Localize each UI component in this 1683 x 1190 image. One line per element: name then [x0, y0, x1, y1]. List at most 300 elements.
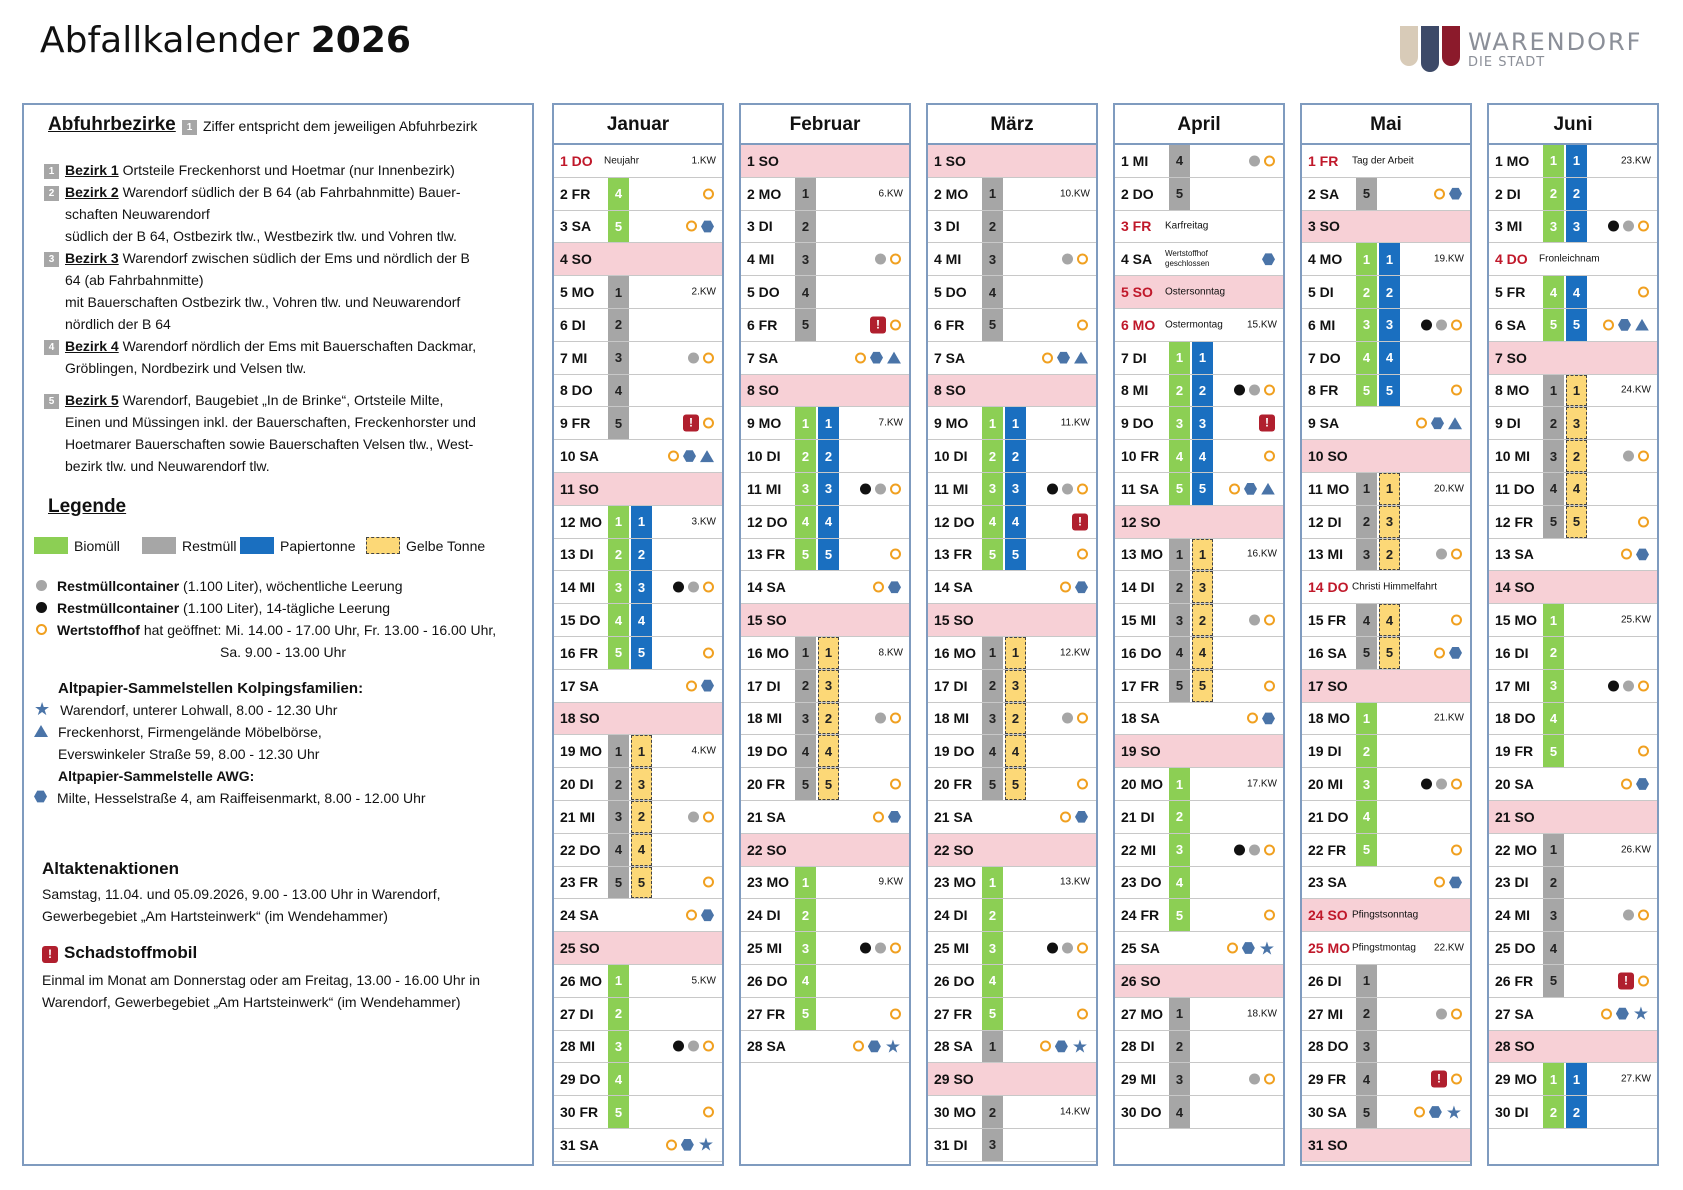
day-label: 7 DI — [1121, 349, 1147, 366]
gelbe-tonne-cell: 5 — [631, 867, 652, 899]
biomuell-cell: 3 — [795, 932, 816, 964]
restmuell-cell: 1 — [982, 178, 1003, 210]
day-label: 11 SA — [1121, 480, 1160, 497]
pickup-symbols — [703, 877, 714, 888]
day-label: 29 DO — [560, 1071, 601, 1088]
day-label: 8 SO — [747, 382, 779, 399]
triangle-icon — [1261, 483, 1275, 495]
day-label: 18 MO — [1308, 710, 1351, 727]
day-label: 28 SA — [934, 1038, 973, 1055]
day-row — [1115, 735, 1283, 768]
grey-dot-icon — [1623, 451, 1634, 462]
restmuell-cell: 5 — [1356, 178, 1377, 210]
calendar-week: 22.KW — [1433, 942, 1464, 954]
bin-color-swatch — [142, 537, 176, 554]
pickup-symbols — [1227, 938, 1275, 959]
biomuell-cell: 4 — [1543, 276, 1564, 308]
restmuell-cell: 3 — [1169, 604, 1190, 636]
biomuell-cell: 5 — [795, 539, 816, 571]
bin-legend-item — [240, 537, 356, 554]
papier-cell: 3 — [1566, 211, 1587, 243]
day-label: 19 FR — [1495, 743, 1534, 760]
biomuell-cell: 5 — [608, 1096, 629, 1128]
symbol-legend-item — [36, 575, 403, 598]
day-row — [1489, 145, 1657, 178]
orange-ring-icon — [36, 624, 47, 635]
day-row — [1302, 998, 1470, 1031]
day-row — [1115, 473, 1283, 506]
papier-cell: 4 — [818, 506, 839, 538]
day-row — [1489, 604, 1657, 637]
restmuell-cell: 4 — [795, 276, 816, 308]
biomuell-cell: 4 — [1543, 703, 1564, 735]
hexagon-icon — [701, 220, 714, 233]
day-label: 15 DO — [560, 612, 601, 629]
day-label: 29 FR — [1308, 1071, 1347, 1088]
day-row — [928, 735, 1096, 768]
triangle-icon — [34, 725, 48, 737]
grey-dot-icon — [1436, 549, 1447, 560]
district-number-icon: 1 — [182, 120, 197, 135]
day-label: 27 FR — [934, 1005, 973, 1022]
month-name: Juni — [1489, 105, 1657, 145]
day-label: 7 DO — [1308, 349, 1341, 366]
pickup-symbols — [673, 1041, 714, 1052]
restmuell-cell: 3 — [795, 703, 816, 735]
restmuell-cell: 5 — [1356, 637, 1377, 669]
day-row — [928, 703, 1096, 736]
black-dot-icon — [1047, 943, 1058, 954]
day-row — [1115, 637, 1283, 670]
restmuell-cell: 1 — [1356, 473, 1377, 505]
day-row — [554, 670, 722, 703]
day-row — [928, 407, 1096, 440]
day-row — [928, 899, 1096, 932]
day-label: 9 MO — [747, 415, 782, 432]
day-label: 28 SO — [1495, 1038, 1535, 1055]
day-row — [1302, 867, 1470, 900]
hexagon-icon — [1449, 876, 1462, 889]
restmuell-cell: 1 — [608, 276, 629, 308]
pickup-symbols — [1603, 318, 1649, 331]
day-label: 3 DI — [934, 218, 960, 235]
calendar-week: 4.KW — [691, 745, 716, 757]
exclamation-icon: ! — [1072, 513, 1088, 530]
pickup-symbols — [1047, 943, 1088, 954]
day-label: 12 MO — [560, 513, 603, 530]
day-row — [928, 1129, 1096, 1162]
schadstoff-heading — [42, 941, 197, 965]
biomuell-cell: 1 — [1543, 1063, 1564, 1095]
day-label: 13 SA — [1495, 546, 1534, 563]
star-icon: ★ — [1258, 938, 1275, 959]
gelbe-tonne-cell: 4 — [1566, 473, 1587, 505]
schadstoff-text: Warendorf, Gewerbegebiet „Am Hartsteinwerk“ (im Wendehammer) — [42, 994, 461, 1010]
biomuell-cell: 5 — [1169, 899, 1190, 931]
day-row — [741, 211, 909, 244]
day-label: 20 FR — [934, 776, 973, 793]
bin-color-swatch — [366, 537, 400, 554]
gelbe-tonne-cell: 5 — [1566, 506, 1587, 538]
day-label: 15 SO — [747, 612, 787, 629]
bin-label: Restmüll — [182, 538, 237, 554]
day-label: 7 SA — [934, 349, 966, 366]
day-row — [1489, 899, 1657, 932]
month-name: April — [1115, 105, 1283, 145]
restmuell-cell: 2 — [1543, 407, 1564, 439]
papier-cell: 3 — [1192, 407, 1213, 439]
gelbe-tonne-cell: 2 — [1005, 703, 1026, 735]
orange-ring-icon — [1451, 385, 1462, 396]
papier-cell: 5 — [1566, 309, 1587, 341]
district-text: Hoetmarer Bauerschaften sowie Bauerschaften Velsen tlw., West- — [65, 436, 474, 452]
orange-ring-icon — [890, 1008, 901, 1019]
day-label: 30 DI — [1495, 1104, 1529, 1120]
day-label: 14 SA — [747, 579, 786, 596]
month-name: Januar — [554, 105, 722, 145]
day-label: 5 SO — [1121, 284, 1153, 301]
altpapier-text: Altpapier-Sammelstelle AWG: — [58, 768, 255, 784]
gelbe-tonne-cell: 1 — [631, 735, 652, 767]
day-row — [554, 768, 722, 801]
day-label: 18 SO — [560, 710, 600, 727]
day-row — [1489, 768, 1657, 801]
month-column — [739, 103, 911, 1166]
day-label: 9 FR — [560, 415, 591, 432]
hexagon-icon — [888, 581, 901, 594]
papier-cell: 1 — [1566, 1063, 1587, 1095]
orange-ring-icon — [1638, 910, 1649, 921]
biomuell-cell: 4 — [1169, 440, 1190, 472]
day-label: 4 MI — [934, 251, 962, 268]
restmuell-cell: 3 — [1356, 1031, 1377, 1063]
day-row — [741, 407, 909, 440]
day-label: 24 DI — [934, 907, 968, 924]
restmuell-cell: 4 — [1169, 1096, 1190, 1128]
day-row — [1489, 637, 1657, 670]
day-label: 1 MO — [1495, 152, 1530, 169]
day-label: 2 MO — [747, 185, 782, 202]
day-row — [928, 178, 1096, 211]
month-column — [552, 103, 724, 1166]
restmuell-cell: 2 — [608, 309, 629, 341]
orange-ring-icon — [890, 483, 901, 494]
day-label: 29 MI — [1121, 1071, 1157, 1088]
day-row — [741, 834, 909, 867]
day-row — [741, 342, 909, 375]
biomuell-cell: 4 — [608, 604, 629, 636]
day-label: 5 DO — [747, 284, 780, 301]
grey-dot-icon — [1249, 844, 1260, 855]
biomuell-cell: 5 — [608, 637, 629, 669]
altpapier-item — [34, 721, 322, 744]
day-row — [1115, 211, 1283, 244]
hexagon-icon — [1055, 1040, 1068, 1053]
day-row — [1302, 276, 1470, 309]
day-label: 9 SA — [1308, 415, 1340, 432]
gelbe-tonne-cell: 5 — [1005, 768, 1026, 800]
orange-ring-icon — [703, 418, 714, 429]
papier-cell: 5 — [631, 637, 652, 669]
district-text: schaften Neuwarendorf — [65, 206, 210, 222]
hexagon-icon — [1075, 581, 1088, 594]
day-label: 11 MO — [1308, 480, 1350, 497]
orange-ring-icon — [1451, 615, 1462, 626]
orange-ring-icon — [890, 713, 901, 724]
day-row — [741, 932, 909, 965]
restmuell-cell: 5 — [608, 867, 629, 899]
day-row — [1302, 735, 1470, 768]
day-label: 14 SA — [934, 579, 973, 596]
pickup-symbols — [1434, 646, 1462, 659]
orange-ring-icon — [1621, 779, 1632, 790]
day-label: 2 SA — [1308, 185, 1340, 202]
district-line — [65, 411, 476, 434]
gelbe-tonne-cell: 4 — [631, 834, 652, 866]
biomuell-cell: 3 — [608, 1031, 629, 1063]
day-label: 12 DO — [934, 513, 975, 530]
grey-dot-icon — [875, 713, 886, 724]
calendar-week: 1.KW — [691, 155, 716, 167]
day-row — [1489, 998, 1657, 1031]
grey-dot-icon — [688, 811, 699, 822]
papier-cell: 5 — [818, 539, 839, 571]
day-row — [554, 440, 722, 473]
day-label: 27 MO — [1121, 1005, 1164, 1022]
day-label: 26 DO — [747, 972, 788, 989]
orange-ring-icon — [890, 943, 901, 954]
holiday-note: Pfingstmontag — [1352, 942, 1416, 954]
day-row — [1115, 375, 1283, 408]
day-label: 13 FR — [934, 546, 973, 563]
day-label: 19 SO — [1121, 743, 1161, 760]
day-label: 16 MO — [934, 644, 977, 661]
orange-ring-icon — [1414, 1107, 1425, 1118]
restmuell-cell: 5 — [1356, 1096, 1377, 1128]
day-row — [928, 309, 1096, 342]
pickup-symbols — [1062, 254, 1088, 265]
day-row — [1302, 834, 1470, 867]
day-label: 3 SO — [1308, 218, 1340, 235]
day-label: 10 DI — [934, 448, 968, 465]
day-label: 20 MO — [1121, 776, 1164, 793]
day-row — [554, 735, 722, 768]
holiday-note: Ostermontag — [1165, 319, 1223, 331]
restmuell-cell: 4 — [982, 735, 1003, 767]
restmuell-cell: 3 — [982, 1129, 1003, 1161]
day-label: 28 MI — [560, 1038, 596, 1055]
gelbe-tonne-cell: 1 — [818, 637, 839, 669]
orange-ring-icon — [1638, 516, 1649, 527]
district-line — [65, 433, 473, 456]
day-row — [928, 670, 1096, 703]
star-icon: ★ — [884, 1036, 901, 1057]
hexagon-icon — [1616, 1007, 1629, 1020]
day-label: 5 FR — [1495, 284, 1526, 301]
pickup-symbols — [1608, 221, 1649, 232]
gelbe-tonne-cell: 1 — [1005, 637, 1026, 669]
symbol-legend-item — [36, 597, 390, 620]
day-label: 7 SA — [747, 349, 779, 366]
restmuell-cell: 2 — [982, 1096, 1003, 1128]
black-dot-icon — [1608, 221, 1619, 232]
calendar-week: 19.KW — [1433, 253, 1464, 265]
day-row — [741, 735, 909, 768]
district-text: Warendorf südlich der B 64 (ab Fahrbahnmitte) Bauer- — [118, 184, 461, 200]
day-row — [554, 899, 722, 932]
grey-dot-icon — [688, 352, 699, 363]
day-row — [741, 867, 909, 900]
warendorf-logo: WARENDORF DIE STADT — [1400, 26, 1630, 78]
orange-ring-icon — [873, 811, 884, 822]
day-label: 18 MI — [934, 710, 970, 727]
day-label: 22 FR — [1308, 841, 1347, 858]
day-row — [1302, 801, 1470, 834]
calendar-week: 14.KW — [1059, 1106, 1090, 1118]
biomuell-cell: 2 — [1543, 1096, 1564, 1128]
gelbe-tonne-cell: 5 — [1379, 637, 1400, 669]
day-label: 10 SA — [560, 448, 599, 465]
day-label: 20 SA — [1495, 776, 1534, 793]
day-label: 11 MI — [747, 480, 782, 497]
orange-ring-icon — [686, 221, 697, 232]
day-row — [1115, 867, 1283, 900]
day-row — [1115, 1063, 1283, 1096]
restmuell-cell: 5 — [982, 309, 1003, 341]
calendar-week: 5.KW — [691, 975, 716, 987]
day-label: 1 SO — [747, 152, 779, 169]
orange-ring-icon — [890, 549, 901, 560]
orange-ring-icon — [853, 1041, 864, 1052]
day-label: 17 DI — [747, 677, 781, 694]
restmuell-cell: 4 — [1169, 637, 1190, 669]
orange-ring-icon — [1247, 713, 1258, 724]
day-label: 6 MI — [1308, 316, 1336, 333]
district-text: Einen und Müssingen inkl. der Bauerschaften, Freckenhorster und — [65, 414, 476, 430]
district-line — [65, 291, 460, 314]
day-row — [554, 834, 722, 867]
pickup-symbols — [1077, 319, 1088, 330]
restmuell-cell: 1 — [1543, 375, 1564, 407]
day-row — [1489, 342, 1657, 375]
papier-cell: 5 — [1379, 375, 1400, 407]
biomuell-cell: 1 — [608, 965, 629, 997]
hexagon-icon — [34, 790, 47, 803]
day-label: 24 MI — [1495, 907, 1531, 924]
gelbe-tonne-cell: 3 — [1379, 506, 1400, 538]
day-label: 8 FR — [1308, 382, 1339, 399]
day-row — [554, 1031, 722, 1064]
day-label: 6 MO — [1121, 316, 1156, 333]
gelbe-tonne-cell: 2 — [1379, 539, 1400, 571]
day-row — [1489, 703, 1657, 736]
holiday-note: Neujahr — [604, 155, 640, 167]
pickup-symbols — [1249, 155, 1275, 166]
day-row — [1489, 440, 1657, 473]
orange-ring-icon — [1264, 155, 1275, 166]
pickup-symbols — [686, 909, 714, 922]
papier-cell: 3 — [1005, 473, 1026, 505]
papier-cell: 1 — [1005, 407, 1026, 439]
day-label: 7 MI — [560, 349, 588, 366]
pickup-symbols — [853, 1036, 901, 1057]
orange-ring-icon — [703, 352, 714, 363]
day-label: 16 FR — [560, 644, 599, 661]
month-column — [1487, 103, 1659, 1166]
altakten-text: Gewerbegebiet „Am Hartsteinwerk“ (im Wendehammer) — [42, 908, 388, 924]
day-row — [1302, 145, 1470, 178]
day-row — [554, 998, 722, 1031]
grey-dot-icon — [688, 582, 699, 593]
hexagon-icon — [1431, 417, 1444, 430]
biomuell-cell: 5 — [982, 539, 1003, 571]
day-label: 26 MO — [560, 972, 603, 989]
day-row — [928, 571, 1096, 604]
day-row — [554, 506, 722, 539]
papier-cell: 4 — [1192, 440, 1213, 472]
day-row — [1489, 735, 1657, 768]
star-icon: ★ — [34, 699, 51, 719]
restmuell-cell: 4 — [982, 276, 1003, 308]
month-column — [1113, 103, 1285, 1166]
day-row — [1302, 703, 1470, 736]
restmuell-cell: 1 — [982, 637, 1003, 669]
calendar-week: 13.KW — [1059, 876, 1090, 888]
restmuell-cell: 2 — [1169, 1031, 1190, 1063]
papier-cell: 4 — [631, 604, 652, 636]
day-label: 21 SA — [934, 808, 973, 825]
calendar-week: 26.KW — [1620, 844, 1651, 856]
day-row — [741, 899, 909, 932]
pickup-symbols — [870, 316, 901, 333]
day-row — [741, 670, 909, 703]
biomuell-cell: 5 — [982, 998, 1003, 1030]
grey-dot-icon — [1436, 779, 1447, 790]
biomuell-cell: 3 — [982, 932, 1003, 964]
district-line — [44, 247, 470, 270]
day-label: 4 SA — [1121, 251, 1153, 268]
day-label: 1 FR — [1308, 152, 1339, 169]
biomuell-cell: 1 — [1169, 342, 1190, 374]
biomuell-cell: 4 — [1356, 342, 1377, 374]
restmuell-cell: 1 — [982, 1031, 1003, 1063]
restmuell-cell: 5 — [795, 309, 816, 341]
pickup-symbols — [1601, 1003, 1649, 1024]
grey-dot-icon — [1249, 155, 1260, 166]
day-row — [928, 440, 1096, 473]
pickup-symbols — [666, 1134, 714, 1155]
day-label: 13 DI — [560, 546, 594, 563]
day-row — [1489, 965, 1657, 998]
calendar-week: 3.KW — [691, 516, 716, 528]
day-row — [928, 342, 1096, 375]
orange-ring-icon — [1434, 188, 1445, 199]
abfuhrbezirke-heading: Abfuhrbezirke — [48, 114, 176, 135]
day-row — [1115, 998, 1283, 1031]
star-icon: ★ — [1071, 1036, 1088, 1057]
restmuell-cell: 3 — [608, 801, 629, 833]
day-row — [741, 375, 909, 408]
orange-ring-icon — [1229, 483, 1240, 494]
day-row — [741, 243, 909, 276]
altpapier-item — [58, 765, 254, 788]
day-row — [1489, 309, 1657, 342]
restmuell-cell: 4 — [608, 834, 629, 866]
exclamation-icon: ! — [1259, 415, 1275, 432]
day-row — [554, 801, 722, 834]
ziffer-note — [182, 115, 477, 138]
day-label: 25 MI — [747, 940, 783, 957]
